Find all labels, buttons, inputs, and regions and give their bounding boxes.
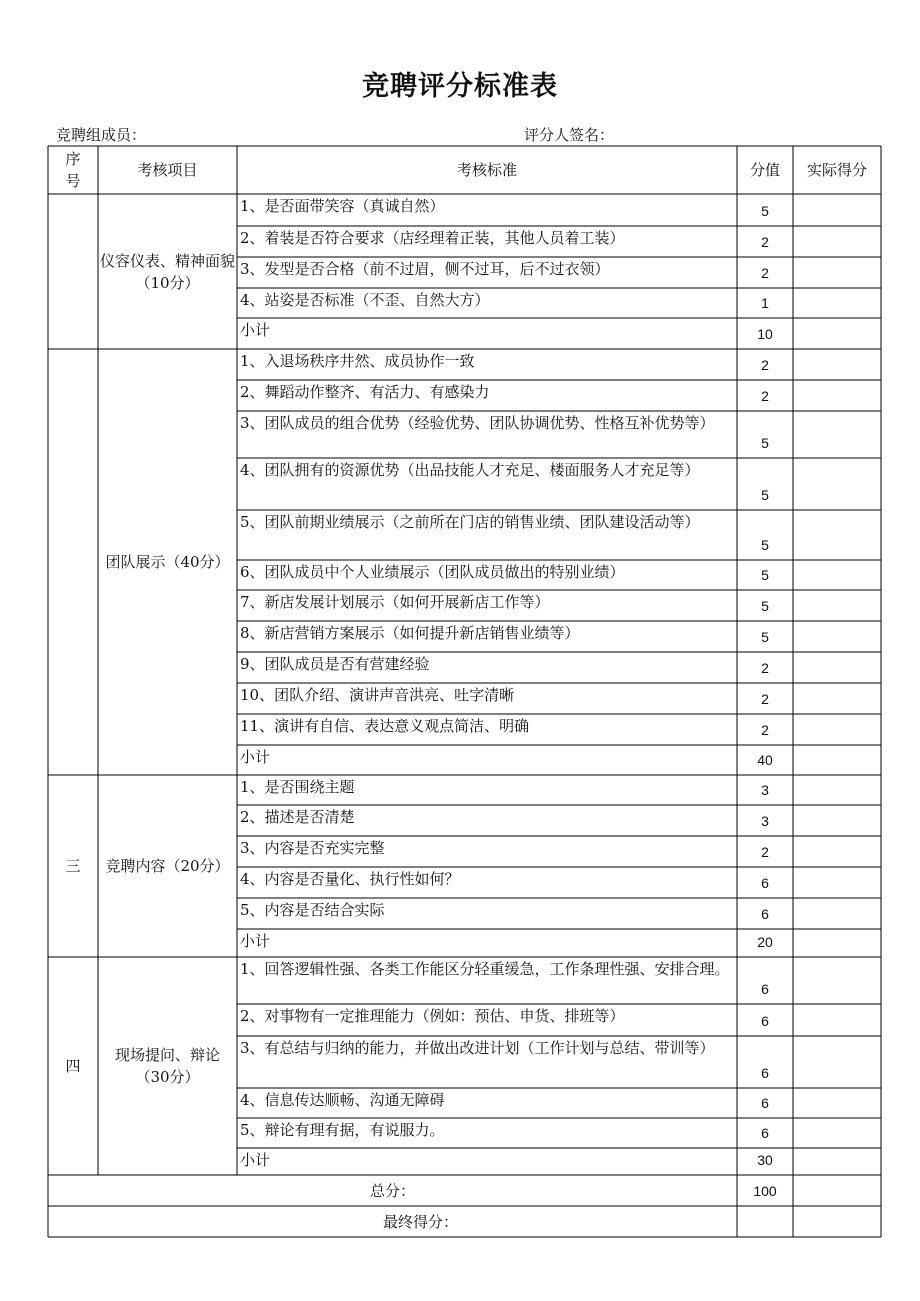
points-value: 2 (761, 234, 769, 250)
criterion-text: 3、团队成员的组合优势（经验优势、团队协调优势、性格互补优势等） (240, 414, 715, 432)
criterion-text: 5、内容是否结合实际 (240, 901, 385, 919)
points-value: 1 (761, 295, 769, 311)
actual-score-field (793, 898, 881, 929)
criterion-text: 8、新店营销方案展示（如何提升新店销售业绩等） (240, 624, 580, 642)
members-label: 竞聘组成员： (56, 126, 147, 144)
section-seq (48, 194, 98, 349)
points-value: 5 (761, 435, 769, 451)
points-value: 2 (761, 844, 769, 860)
header-actual: 实际得分 (806, 161, 867, 179)
criterion-text: 小计 (240, 321, 271, 339)
final-score-field (793, 1206, 881, 1237)
actual-score-field (793, 226, 881, 257)
actual-score-field (793, 458, 881, 510)
actual-score-field (793, 652, 881, 683)
actual-score-field (793, 1004, 881, 1036)
points-value: 6 (761, 981, 769, 997)
criterion-text: 4、内容是否量化、执行性如何？ (240, 870, 460, 888)
section-item: 团队展示（40分） (105, 553, 230, 571)
criterion-text: 1、是否围绕主题 (240, 778, 355, 796)
header-item: 考核项目 (137, 161, 198, 179)
actual-score-field (793, 411, 881, 458)
points-value: 2 (761, 660, 769, 676)
section-item: 竞聘内容（20分） (105, 857, 230, 875)
points-value: 2 (761, 722, 769, 738)
actual-score-field (793, 257, 881, 288)
criterion-text: 2、对事物有一定推理能力（例如：预估、申货、排班等） (240, 1007, 625, 1025)
actual-score-field (793, 683, 881, 714)
actual-score-field (793, 1118, 881, 1148)
criterion-text: 4、站姿是否标准（不歪、自然大方） (240, 291, 490, 309)
criterion-text: 2、着装是否符合要求（店经理着正装，其他人员着工装） (240, 229, 625, 247)
total-label: 总分： (369, 1181, 415, 1200)
criterion-text: 小计 (240, 1151, 271, 1169)
total-points: 100 (753, 1183, 777, 1199)
page-title: 竞聘评分标准表 (362, 71, 558, 102)
header-standard: 考核标准 (456, 161, 517, 179)
criterion-text: 小计 (240, 748, 271, 766)
actual-score-field (793, 836, 881, 867)
actual-score-field (793, 775, 881, 805)
actual-score-field (793, 194, 881, 226)
actual-score-field (793, 510, 881, 560)
final-score-label: 最终得分： (382, 1212, 458, 1231)
actual-score-field (793, 621, 881, 652)
criterion-text: 3、有总结与归纳的能力，并做出改进计划（工作计划与总结、带训等） (240, 1039, 715, 1057)
section-seq: 四 (65, 1057, 81, 1075)
points-value: 2 (761, 691, 769, 707)
criterion-text: 11、演讲有自信、表达意义观点简洁、明确 (240, 717, 530, 735)
criterion-text: 4、信息传达顺畅、沟通无障碍 (240, 1091, 445, 1109)
criterion-text: 1、是否面带笑容（真诚自然） (240, 197, 445, 215)
actual-score-field (793, 349, 881, 380)
criterion-text: 2、描述是否清楚 (240, 808, 355, 826)
actual-score-field (793, 380, 881, 411)
points-value: 5 (761, 629, 769, 645)
points-value: 5 (761, 567, 769, 583)
criterion-text: 1、回答逻辑性强、各类工作能区分轻重缓急，工作条理性强、安排合理。 (240, 960, 730, 978)
points-value: 10 (757, 326, 773, 342)
actual-score-field (793, 867, 881, 898)
actual-score-field (793, 318, 881, 349)
actual-score-field (793, 929, 881, 957)
points-value: 6 (761, 875, 769, 891)
criterion-text: 小计 (240, 932, 271, 950)
points-value: 40 (757, 752, 773, 768)
actual-score-field (793, 590, 881, 621)
actual-score-field (793, 288, 881, 318)
criterion-text: 3、发型是否合格（前不过眉，侧不过耳，后不过衣领） (240, 260, 610, 278)
criterion-text: 5、辩论有理有据，有说服力。 (240, 1121, 445, 1139)
signature-label: 评分人签名： (524, 126, 615, 144)
points-value: 6 (761, 906, 769, 922)
actual-score-field (793, 1036, 881, 1088)
header-points: 分值 (749, 161, 780, 179)
header-seq: 序号 (65, 150, 81, 190)
criterion-text: 7、新店发展计划展示（如何开展新店工作等） (240, 593, 550, 611)
points-value: 3 (761, 813, 769, 829)
section-item: 仪容仪表、精神面貌（10分） (100, 251, 236, 292)
points-value: 30 (757, 1152, 773, 1168)
points-value: 2 (761, 357, 769, 373)
section-seq (48, 349, 98, 775)
section-item: 现场提问、辩论 （30分） (114, 1046, 251, 1086)
criterion-text: 9、团队成员是否有营建经验 (240, 655, 430, 673)
criterion-text: 5、团队前期业绩展示（之前所在门店的销售业绩、团队建设活动等） (240, 513, 700, 531)
points-value: 5 (761, 537, 769, 553)
criterion-text: 10、团队介绍、演讲声音洪亮、吐字清晰 (240, 686, 515, 704)
points-value: 3 (761, 782, 769, 798)
criterion-text: 1、入退场秩序井然、成员协作一致 (240, 352, 475, 370)
points-value: 20 (757, 934, 773, 950)
points-value: 6 (761, 1095, 769, 1111)
points-value: 6 (761, 1125, 769, 1141)
points-value: 5 (761, 203, 769, 219)
points-value: 6 (761, 1013, 769, 1029)
actual-score-field (793, 805, 881, 836)
points-value: 5 (761, 598, 769, 614)
actual-score-field (793, 560, 881, 590)
actual-score-field (793, 1148, 881, 1175)
criterion-text: 3、内容是否充实完整 (240, 839, 385, 857)
criterion-text: 4、团队拥有的资源优势（出品技能人才充足、楼面服务人才充足等） (240, 461, 700, 479)
actual-score-field (793, 1088, 881, 1118)
criterion-text: 6、团队成员中个人业绩展示（团队成员做出的特别业绩） (240, 563, 625, 581)
section-seq: 三 (65, 857, 81, 875)
points-value: 2 (761, 265, 769, 281)
points-value: 2 (761, 388, 769, 404)
actual-score-field (793, 745, 881, 775)
actual-score-field (793, 957, 881, 1004)
points-value: 6 (761, 1065, 769, 1081)
points-value: 5 (761, 487, 769, 503)
criterion-text: 2、舞蹈动作整齐、有活力、有感染力 (240, 383, 490, 401)
actual-score-field (793, 714, 881, 745)
